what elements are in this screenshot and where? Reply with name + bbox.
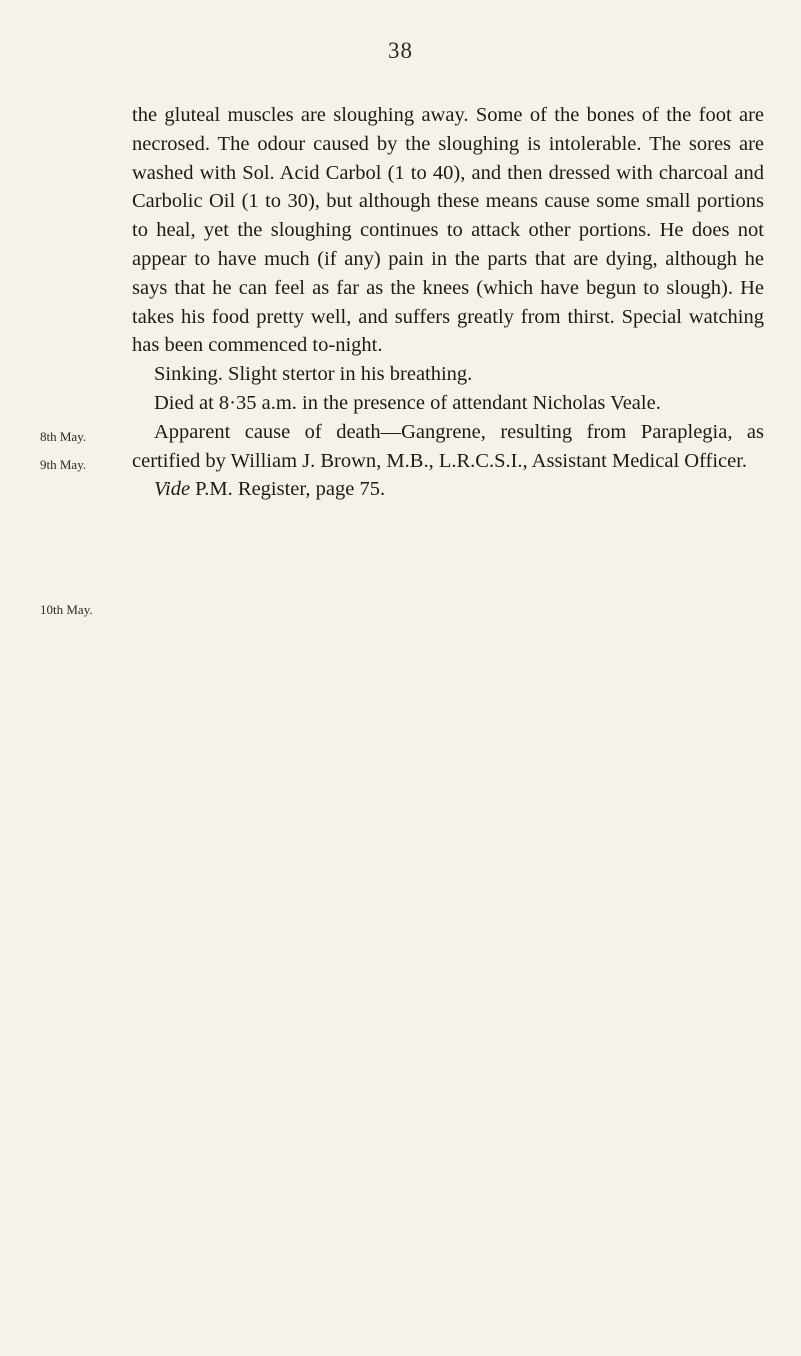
margin-date-10th-may: 10th May. — [40, 602, 93, 617]
paragraph-register-reference — [132, 475, 764, 504]
margin-date-8th-may: 8th May. — [40, 429, 87, 444]
paragraph-sinking: Sinking. Slight stertor in his breathing. — [154, 363, 473, 386]
margin-date-9th-may: 9th May. — [40, 457, 87, 472]
paragraph-cause-of-death: Apparent cause of death—Gangrene, resulting from Paraplegia, as certified by William J. Brown, M.B., L.R.C.S.I., Assistant Medical Officer. — [132, 420, 764, 472]
body-text — [132, 101, 764, 504]
paragraph-case-notes: the gluteal muscles are sloughing away. Some of the bones of the foot are necrosed. The odour caused by the sloughing is intolerable. The sores are washed with Sol. Acid Carbol (1 to 40), and then dressed with charcoal and Carbolic Oil (1 to 30), but although these means cause some small portions to heal, yet the sloughing continues to attack other portions. He does not appear to have much (if any) pain in the parts that are dying, although he says that he can feel as far as the knees (which have begun to slough). He takes his food pretty well, and suffers greatly from thirst. Special watching has been commenced to-night. — [132, 104, 764, 357]
register-reference-text: P.M. Register, page 75. — [190, 478, 386, 501]
vide-word: Vide — [154, 478, 191, 501]
page-number: 38 — [388, 38, 413, 63]
paragraph-death: Died at 8·35 a.m. in the presence of attendant Nicholas Veale. — [154, 391, 661, 414]
